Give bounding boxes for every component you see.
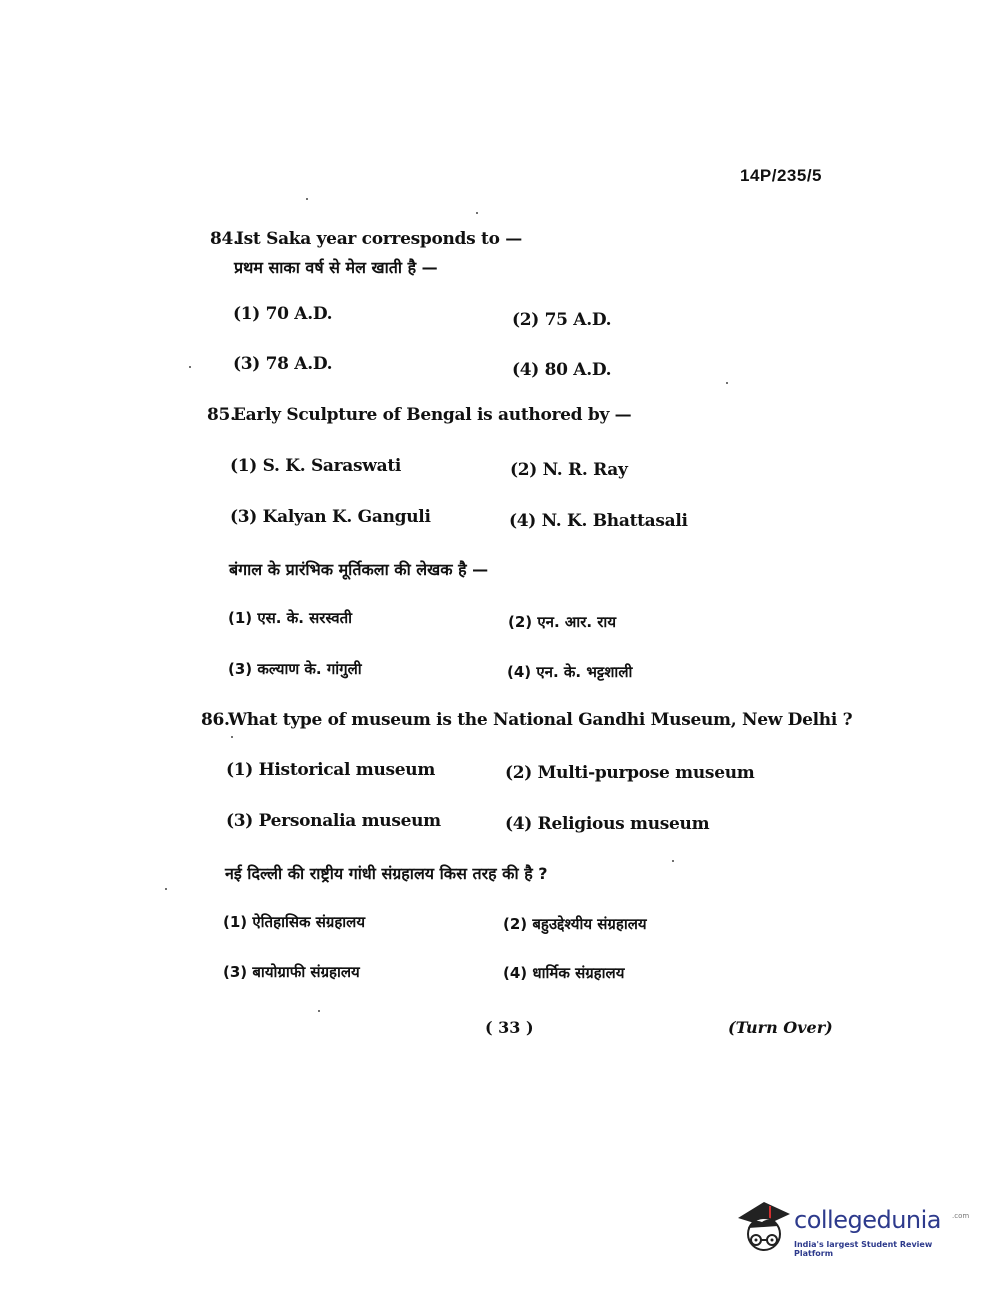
page-number: ( 33 ) [485, 1018, 534, 1037]
question-86-text-en: What type of museum is the National Gandhi Museum, New Delhi ? [228, 710, 853, 730]
scan-speck [189, 366, 191, 368]
question-84-option-4: (4) 80 A.D. [512, 360, 612, 380]
question-85-number: 85. [207, 405, 236, 425]
scan-speck [318, 1010, 320, 1012]
question-86-option-2-hi: (2) बहुउद्देश्यीय संग्रहालय [503, 915, 647, 933]
question-85-option-2: (2) N. R. Ray [510, 460, 628, 480]
scan-speck [726, 382, 728, 384]
question-85-text-en: Early Sculpture of Bengal is authored by — [233, 405, 632, 425]
logo-tagline: India's largest Student Review Platform [794, 1240, 933, 1258]
question-86-option-2: (2) Multi-purpose museum [505, 763, 755, 783]
question-85-option-1: (1) S. K. Saraswati [230, 456, 402, 476]
logo-wordmark: collegedunia [794, 1206, 942, 1234]
collegedunia-logo [734, 1196, 970, 1260]
question-86-text-hi: नई दिल्ली की राष्ट्रीय गांधी संग्रहालय किस तरह की है ? [225, 864, 548, 883]
question-85-option-4: (4) N. K. Bhattasali [509, 511, 688, 531]
scan-speck [672, 860, 674, 862]
question-85-option-3-hi: (3) कल्याण के. गांगुली [228, 660, 362, 678]
scan-speck [231, 736, 233, 738]
question-84-number: 84. [210, 229, 239, 249]
question-85-option-2-hi: (2) एन. आर. राय [508, 613, 617, 631]
question-86-option-3: (3) Personalia museum [226, 811, 441, 831]
question-85-option-1-hi: (1) एस. के. सरस्वती [228, 609, 353, 627]
question-84-text-en: Ist Saka year corresponds to — [236, 229, 522, 249]
turn-over-label: (Turn Over) [728, 1018, 833, 1037]
paper-code: 14P/235/5 [740, 166, 823, 185]
question-86-option-4-hi: (4) धार्मिक संग्रहालय [503, 964, 625, 982]
scan-speck [165, 888, 167, 890]
scan-speck [306, 198, 308, 200]
question-86-option-3-hi: (3) बायोग्राफी संग्रहालय [223, 963, 360, 981]
question-86-option-4: (4) Religious museum [505, 814, 710, 834]
logo-suffix: .com [952, 1212, 970, 1220]
question-84-text-hi: प्रथम साका वर्ष से मेल खाती है — [234, 258, 438, 277]
question-84-option-3: (3) 78 A.D. [233, 354, 333, 374]
question-85-text-hi: बंगाल के प्रारंभिक मूर्तिकला की लेखक है — [229, 560, 489, 579]
question-84-option-2: (2) 75 A.D. [512, 310, 612, 330]
question-86-number: 86. [201, 710, 230, 730]
question-86-option-1: (1) Historical museum [226, 760, 436, 780]
scan-speck [476, 212, 478, 214]
question-85-option-3: (3) Kalyan K. Ganguli [230, 507, 431, 527]
question-85-option-4-hi: (4) एन. के. भट्टशाली [507, 663, 633, 681]
question-84-option-1: (1) 70 A.D. [233, 304, 333, 324]
mascot-icon [734, 1196, 794, 1260]
question-86-option-1-hi: (1) ऐतिहासिक संग्रहालय [223, 913, 366, 931]
